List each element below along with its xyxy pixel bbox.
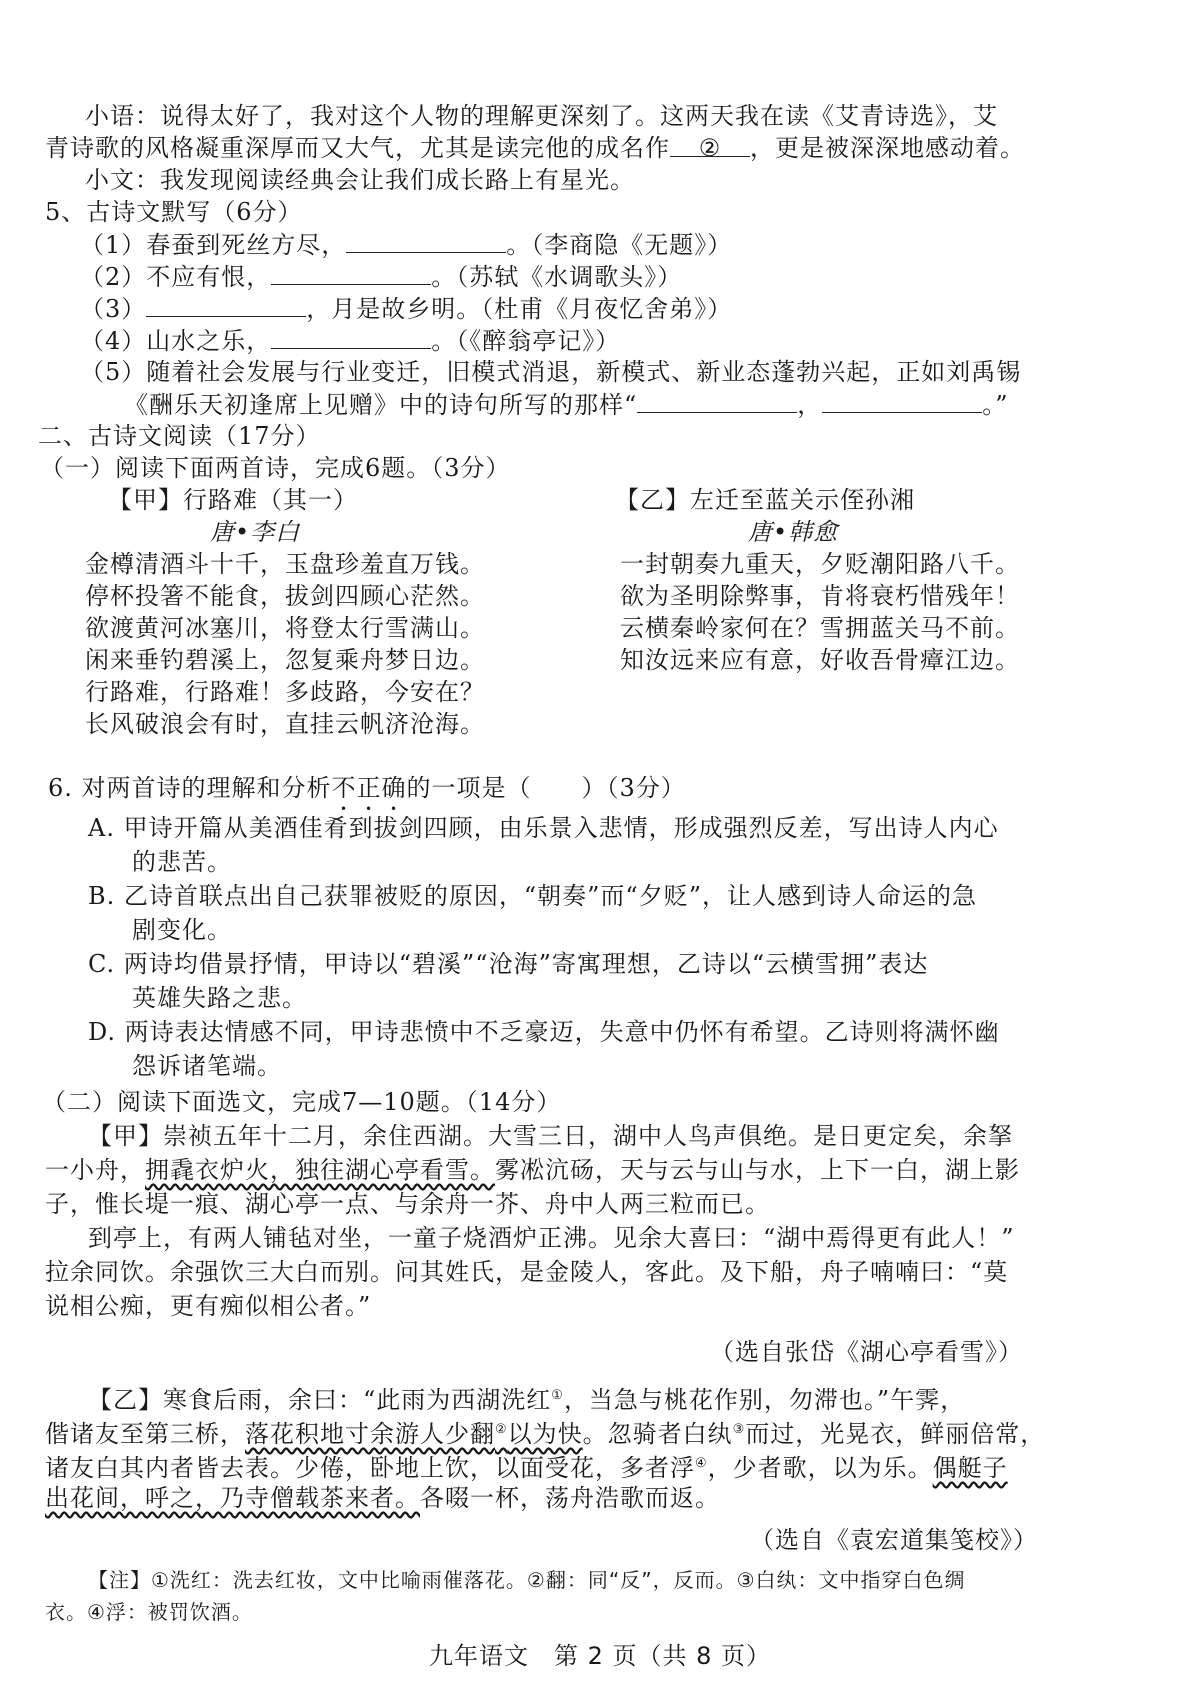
poem-b-title: 【乙】左迁至蓝关示侄孙湘 [615,486,915,514]
stem-text: 的一项是（ ）（3分） [406,774,686,802]
passage-text: 雾凇沆砀，天与云与山与水，上下一白，湖上影 [495,1156,1020,1184]
poem-a-line: 金樽清酒斗十千，玉盘珍羞直万钱。 [85,550,485,578]
q5-item-2 [80,260,682,293]
q5-item-4 [80,324,620,357]
item-text: （4）山水之乐， [80,327,272,355]
q6-option-d-cont: 怨诉诸笔端。 [132,1052,282,1080]
passage-text: 诸友白其内者皆去表。少倦，卧地上饮，以面受花，多者浮 [45,1454,695,1482]
answer-blank[interactable] [271,260,431,285]
item-text: （2）不应有恨， [80,263,272,291]
answer-blank[interactable] [146,292,306,317]
q6-option-b[interactable]: B. 乙诗首联点出自己获罪被贬的原因，“朝奏”而“夕贬”，让人感到诗人命运的急 [88,882,977,910]
q5-item-3 [80,292,732,325]
passage-text: 一小舟， [45,1156,145,1184]
section-2-sub-2: （二）阅读下面选文，完成7—10题。（14分） [42,1088,562,1116]
item-text: （3） [80,295,147,323]
text-b-line-2 [45,1414,1045,1450]
page-footer: 九年语文 第 2 页（共 8 页） [428,1642,772,1670]
q6-option-c-cont: 英雄失路之悲。 [132,984,307,1012]
underlined-text: 落花积地寸余游人少翻 [245,1420,495,1448]
q6-stem [48,772,686,816]
q6-option-a[interactable]: A. 甲诗开篇从美酒佳肴到拔剑四顾，由乐景入悲情，形成强烈反差，写出诗人内心 [88,814,999,842]
passage-text: 【乙】寒食后雨，余曰：“此雨为西湖洗红 [88,1386,552,1414]
poem-a-author: 唐•李白 [210,518,301,546]
poem-a-line: 长风破浪会有时，直挂云帆济沧海。 [85,710,485,738]
dialog-line-2 [45,132,1025,164]
section-2-title: 二、古诗文阅读（17分） [38,422,321,450]
poem-b-line: 欲为圣明除弊事，肯将衰朽惜残年！ [620,582,1020,610]
passage-text: 各啜一杯，荡舟浩歌而返。 [420,1484,720,1512]
item-text: 《酬乐天初逢席上见赠》中的诗句所写的那样“ [124,391,638,419]
poem-a-title: 【甲】行路难（其一） [108,486,358,514]
stem-emphasis: 不正确 [331,774,407,802]
passage-text: 而过，光晃衣，鲜丽倍常， [745,1420,1046,1448]
footnote-mark: ① [551,1388,564,1403]
poem-b-line: 知汝远来应有意，好收吾骨瘴江边。 [620,646,1020,674]
blank-2[interactable]: ② [670,132,750,157]
q6-option-b-cont: 剧变化。 [132,916,232,944]
note-line-2: 衣。④浮：被罚饮酒。 [45,1600,253,1624]
text-a-line-3: 子，惟长堤一痕、湖心亭一点、与余舟一芥、舟中人两三粒而已。 [45,1190,770,1218]
poem-a-line: 行路难，行路难！多歧路，今安在？ [85,678,485,706]
dialog-text: 青诗歌的风格凝重深厚而又大气，尤其是读完他的成名作 [45,134,670,162]
text-b-source: （选自《袁宏道集笺校》） [750,1526,1038,1554]
dialog-line-3: 小文：我发现阅读经典会让我们成长路上有星光。 [85,166,635,194]
answer-blank[interactable] [637,388,797,413]
text-b-line-3 [45,1448,1008,1484]
item-text: ，月是故乡明。（杜甫《月夜忆舍弟》） [306,295,733,323]
text-a-line-2 [45,1154,1020,1186]
dialog-text: ，更是被深深地感动着。 [750,134,1025,162]
stem-text: 6. 对两首诗的理解和分析 [48,774,332,802]
text-a-line-5: 拉余同饮。余强饮三大白而别。问其姓氏，是金陵人，客此。及下船，舟子喃喃曰：“莫 [45,1258,1009,1286]
q5-item-1 [80,228,732,261]
item-text: （1）春蚕到死丝方尽， [80,231,347,259]
text-a-line-6: 说相公痴，更有痴似相公者。” [45,1292,372,1320]
q6-option-a-cont: 的悲苦。 [132,848,232,876]
passage-text: ，当急与桃花作别，勿滞也。”午霁， [563,1386,966,1414]
poem-b-author: 唐•韩愈 [748,518,839,546]
poem-b-line: 一封朝奏九重天，夕贬潮阳路八千。 [620,550,1020,578]
passage-text: 偕诸友至第三桥， [45,1420,245,1448]
item-text: ， [797,391,823,419]
text-a-source: （选自张岱《湖心亭看雪》） [710,1338,1023,1366]
q5-item-5-line-1: （5）随着社会发展与行业变迁，旧模式消退，新模式、新业态蓬勃兴起，正如刘禹锡 [80,358,1022,386]
dialog-line-1: 小语：说得太好了，我对这个人物的理解更深刻了。这两天我在读《艾青诗选》，艾 [85,102,998,130]
underlined-sentence: 偶艇子 [932,1454,1008,1482]
footnote-mark: ④ [695,1456,708,1471]
answer-blank[interactable] [346,228,506,253]
poem-a-line: 停杯投箸不能食，拔剑四顾心茫然。 [85,582,485,610]
underlined-sentence: 出花间，呼之，乃寺僧载茶来者。 [45,1484,420,1512]
note-line-1: 【注】①洗红：洗去红妆，文中比喻雨催落花。②翻：同“反”，反而。③白纨：文中指穿白色绸 [88,1568,966,1592]
underlined-text: 以为快 [507,1420,583,1448]
q5-item-5-line-2 [124,388,1009,421]
item-text: 。” [982,391,1009,419]
item-text: 。（苏轼《水调歌头》） [431,263,683,291]
underlined-sentence [245,1420,583,1448]
footnote-mark: ② [495,1422,508,1437]
text-b-line-1 [88,1380,965,1416]
answer-blank[interactable] [271,324,431,349]
text-a-line-1: 【甲】崇祯五年十二月，余住西湖。大雪三日，湖中人鸟声俱绝。是日更定矣，余拏 [88,1122,1013,1150]
section-2-sub-1: （一）阅读下面两首诗，完成6题。（3分） [40,454,511,482]
passage-text: ，少者歌，以为乐。 [707,1454,933,1482]
q6-option-d[interactable]: D. 两诗表达情感不同，甲诗悲愤中不乏豪迈，失意中仍怀有希望。乙诗则将满怀幽 [88,1018,1000,1046]
footnote-mark: ③ [732,1422,746,1437]
poem-a-line: 欲渡黄河冰塞川，将登太行雪满山。 [85,614,485,642]
underlined-sentence: 拥毳衣炉火，独往湖心亭看雪。 [145,1156,495,1184]
passage-text: 。忽骑者白纨 [582,1420,733,1448]
q5-title: 5、古诗文默写（6分） [45,198,303,226]
poem-b-line: 云横秦岭家何在？雪拥蓝关马不前。 [620,614,1020,642]
text-a-line-4: 到亭上，有两人铺毡对坐，一童子烧酒炉正沸。见余大喜曰：“湖中焉得更有此人！” [88,1224,1015,1252]
poem-a-line: 闲来垂钓碧溪上，忽复乘舟梦日边。 [85,646,485,674]
item-text: 。（《醉翁亭记》） [431,327,621,355]
item-text: 。（李商隐《无题》） [506,231,733,259]
q6-option-c[interactable]: C. 两诗均借景抒情，甲诗以“碧溪”“沧海”寄寓理想，乙诗以“云横雪拥”表达 [88,950,929,978]
answer-blank[interactable] [822,388,982,413]
text-b-line-4 [45,1482,720,1514]
